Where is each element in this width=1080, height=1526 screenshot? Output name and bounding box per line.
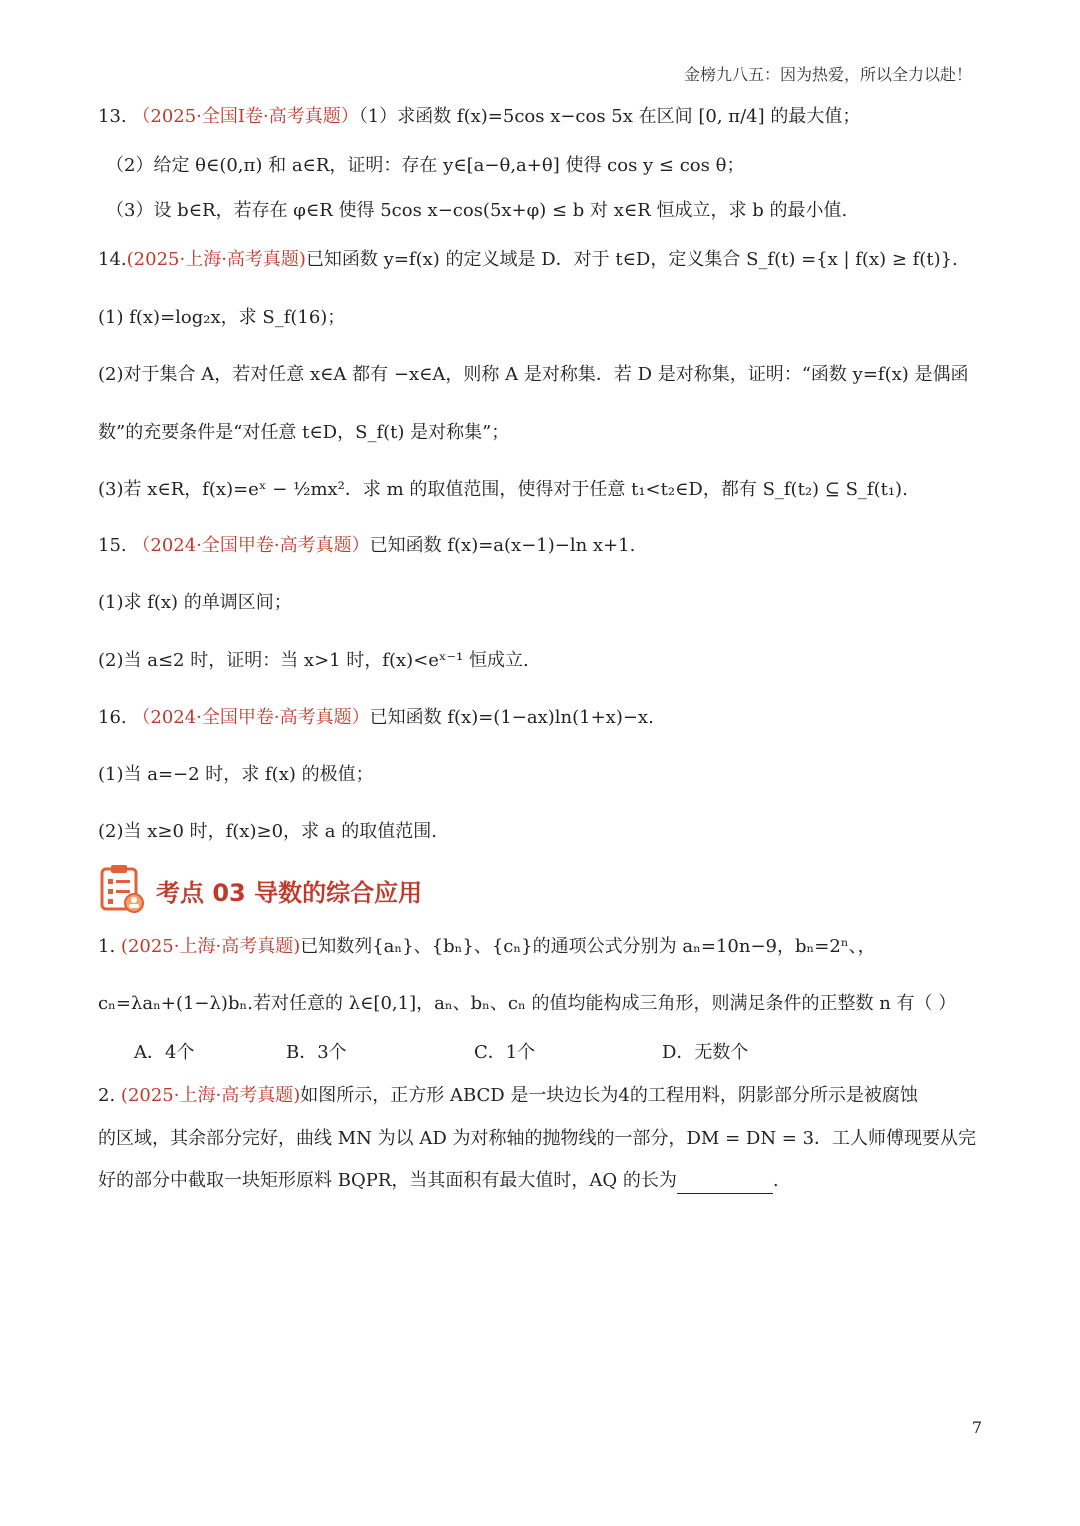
- question-source: (2025·上海·高考真题): [120, 1085, 301, 1106]
- question-source: (2025·上海·高考真题): [126, 249, 306, 270]
- section-question-2-line-3: [98, 1168, 779, 1194]
- question-16-part-2: (2)当 x≥0 时，f(x)≥0，求 a 的取值范围.: [98, 821, 437, 842]
- question-source: （2024·全国甲卷·高考真题）: [132, 707, 370, 728]
- answer-blank[interactable]: [677, 1175, 773, 1194]
- question-number: 15.: [98, 535, 127, 556]
- question-16-stem: [98, 705, 654, 731]
- section-question-1-stem-cont: cₙ=λaₙ+(1−λ)bₙ.若对任意的 λ∈[0,1]，aₙ、bₙ、cₙ 的值均能构成三角形，则满足条件的正整数 n 有（ ）: [98, 993, 957, 1014]
- clipboard-icon: [98, 863, 146, 918]
- section-title: 考点 03 导数的综合应用: [156, 878, 423, 907]
- period: .: [772, 1170, 779, 1191]
- choice-a[interactable]: A．4个: [134, 1042, 195, 1063]
- question-15-stem: [98, 533, 635, 559]
- choice-b[interactable]: B．3个: [286, 1042, 347, 1063]
- question-number: 13.: [98, 106, 127, 127]
- choice-list: [134, 1040, 748, 1066]
- section-question-1-stem: [98, 934, 876, 960]
- question-text: 如图所示，正方形 ABCD 是一块边长为4的工程用料，阴影部分所示是被腐蚀: [300, 1085, 918, 1106]
- question-source: （2024·全国甲卷·高考真题）: [132, 535, 370, 556]
- question-16-part-1: (1)当 a=−2 时，求 f(x) 的极值；: [98, 764, 374, 785]
- question-number: 1.: [98, 936, 116, 957]
- choice-c[interactable]: C．1个: [474, 1042, 536, 1063]
- question-text: 已知函数 f(x)=(1−ax)ln(1+x)−x.: [369, 707, 654, 728]
- question-number: 16.: [98, 707, 127, 728]
- question-number: 14.: [98, 249, 127, 270]
- question-14-part-2b: 数”的充要条件是“对任意 t∈D，S_f(t) 是对称集”；: [98, 422, 510, 443]
- choice-d[interactable]: D．无数个: [662, 1042, 749, 1063]
- question-15-part-1: (1)求 f(x) 的单调区间；: [98, 592, 292, 613]
- question-text: 已知函数 f(x)=a(x−1)−ln x+1.: [369, 535, 636, 556]
- question-source: (2025·上海·高考真题): [120, 936, 301, 957]
- question-14-part-3: (3)若 x∈R，f(x)=eˣ − ½mx²．求 m 的取值范围，使得对于任意 t₁<t₂∈D，都有 S_f(t₂) ⊆ S_f(t₁).: [98, 479, 908, 500]
- question-13-stem: [98, 104, 860, 130]
- question-14-part-2a: (2)对于集合 A，若对任意 x∈A 都有 −x∈A，则称 A 是对称集．若 D 是对称集，证明：“函数 y=f(x) 是偶函: [98, 364, 969, 385]
- page-header-slogan: 金榜九八五：因为热爱，所以全力以赴！: [683, 65, 972, 84]
- question-15-part-2: (2)当 a≤2 时，证明：当 x>1 时，f(x)<eˣ⁻¹ 恒成立.: [98, 650, 529, 671]
- question-14-stem: [98, 247, 958, 273]
- question-text: 好的部分中截取一块矩形原料 BQPR，当其面积有最大值时，AQ 的长为: [98, 1170, 677, 1191]
- question-13-part-2: （2）给定 θ∈(0,π) 和 a∈R，证明：存在 y∈[a−θ,a+θ] 使得 cos y ≤ cos θ；: [106, 155, 745, 176]
- section-question-2-stem: [98, 1083, 918, 1109]
- section-question-2-line-2: 的区域，其余部分完好，曲线 MN 为以 AD 为对称轴的抛物线的一部分，DM = DN = 3．工人师傅现要从完: [98, 1128, 977, 1149]
- question-part: （1）求函数 f(x)=5cos x−cos 5x 在区间 [0, π/4] 的最大值；: [358, 106, 861, 127]
- question-text: 已知数列{aₙ}、{bₙ}、{cₙ}的通项公式分别为 aₙ=10n−9，bₙ=2ⁿ、，: [300, 936, 876, 957]
- question-text: 已知函数 y=f(x) 的定义域是 D．对于 t∈D，定义集合 S_f(t) ={x | f(x) ≥ f(t)}.: [305, 249, 958, 270]
- question-14-part-1: (1) f(x)=log₂x，求 S_f(16)；: [98, 307, 346, 328]
- question-source: （2025·全国I卷·高考真题）: [132, 106, 359, 127]
- section-heading: [98, 864, 422, 916]
- page-number: 7: [971, 1418, 982, 1437]
- question-13-part-3: （3）设 b∈R，若存在 φ∈R 使得 5cos x−cos(5x+φ) ≤ b 对 x∈R 恒成立，求 b 的最小值.: [106, 200, 848, 221]
- question-number: 2.: [98, 1085, 116, 1106]
